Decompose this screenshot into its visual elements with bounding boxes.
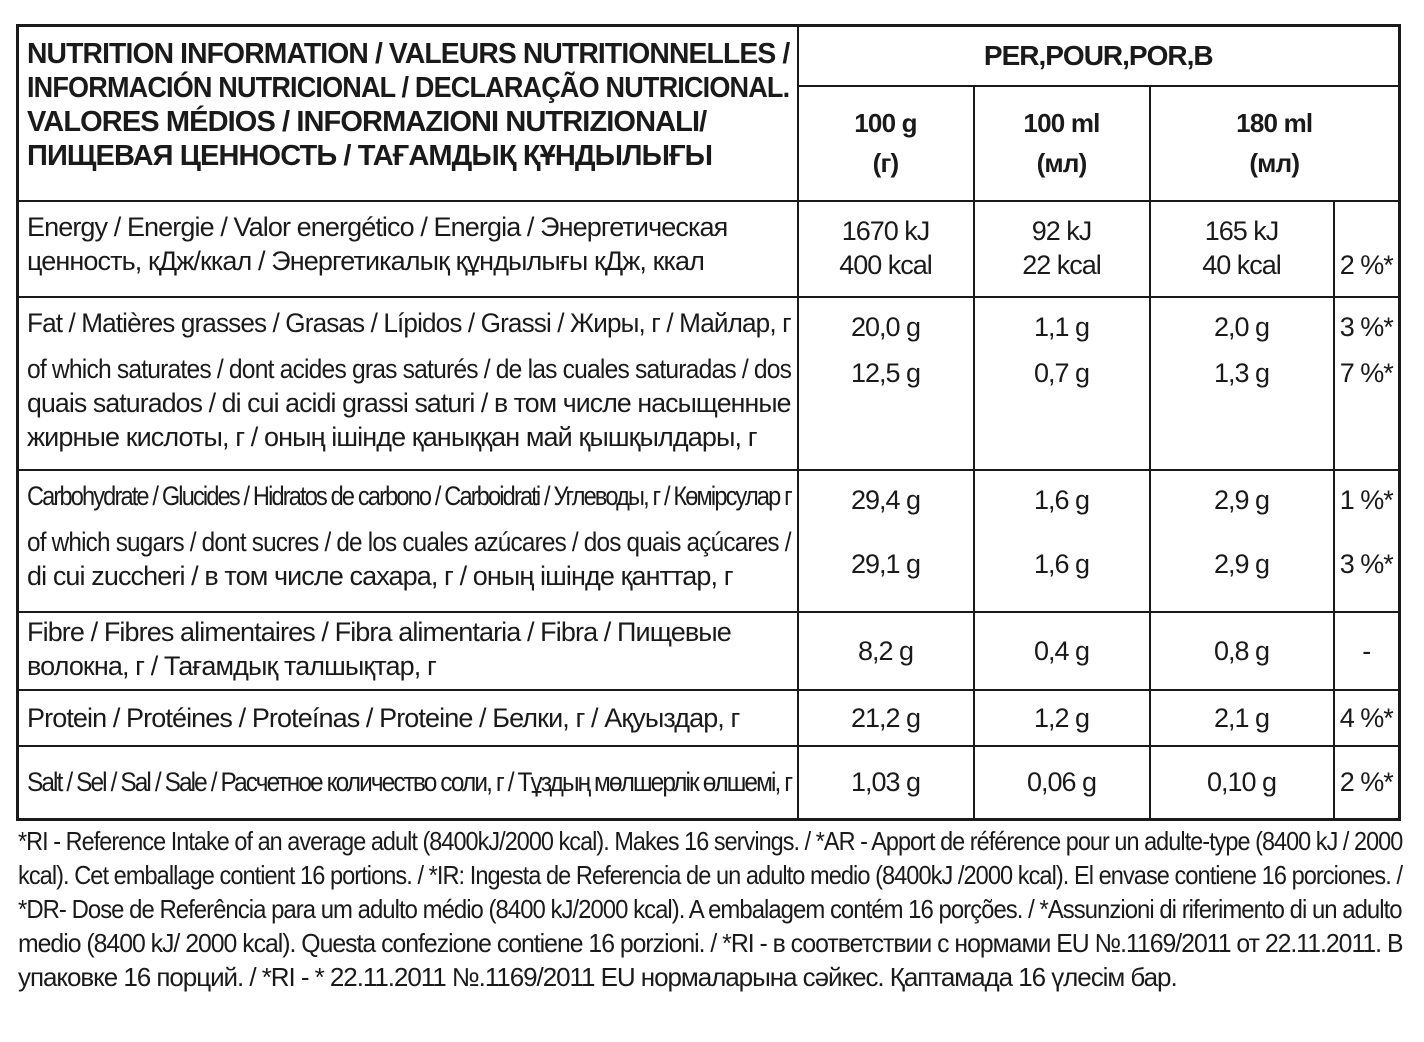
value-line: 1,6 g	[1033, 548, 1090, 579]
row-label	[18, 612, 798, 690]
table-row-fibre	[18, 612, 1400, 690]
value-180ml	[1150, 297, 1334, 470]
value-100ml	[974, 201, 1150, 297]
value-line: 1,6 g	[1033, 484, 1090, 515]
table-row-energy	[18, 201, 1400, 297]
row-label	[18, 201, 798, 297]
value-line: 7 %*	[1339, 357, 1393, 388]
label-line: di cui zuccheri / в том числе сахара, г / оның ішінде қанттар, г	[27, 560, 733, 591]
value-ri: -	[1334, 612, 1400, 690]
value-line: 2,9 g	[1213, 548, 1270, 579]
label-line: волокна, г / Тағамдық талшықтар, г	[27, 650, 436, 681]
value-180ml: 2,1 g	[1150, 690, 1334, 746]
value-100g: 21,2 g	[798, 690, 974, 746]
label-line: quais saturados / di cui acidi grassi saturi / в том числе насыщенные	[27, 387, 791, 418]
value-180ml	[1150, 470, 1334, 612]
per-label: PER,POUR,POR,B	[798, 26, 1400, 86]
value-100ml	[974, 297, 1150, 470]
value-180ml	[1150, 201, 1334, 297]
column-header-100g	[798, 86, 974, 201]
label-line: Carbohydrate / Glucides / Hidratos de carbono / Carboidrati / Углеводы, г / Көмірсулар г	[27, 480, 791, 511]
column-header-180ml	[1150, 86, 1400, 201]
footnote-line: *DR- Dose de Referência para um adulto médio (8400 kJ/2000 kcal). A embalagem contém 16 porções. / *Assunzioni di riferimento di un adulto	[18, 894, 1402, 924]
value-line: 3 %*	[1339, 548, 1393, 579]
title-line: ПИЩЕВАЯ ЦЕННОСТЬ / ТАҒАМДЫҚ ҚҰНДЫЛЫҒЫ	[27, 140, 713, 172]
value-100ml: 0,06 g	[974, 746, 1150, 820]
column-unit: (мл)	[1249, 148, 1300, 178]
column-header-100ml	[974, 86, 1150, 201]
value-100g	[798, 297, 974, 470]
value-100ml: 0,4 g	[974, 612, 1150, 690]
footnote-line: medio (8400 kJ/ 2000 kcal). Questa confezione contiene 16 porzioni. / *RI - в соответствии с нормами EU №.1169/2011 от 22.11.2011. В	[18, 928, 1403, 958]
value-100g: 8,2 g	[798, 612, 974, 690]
value-line: 1 %*	[1339, 484, 1393, 515]
row-label	[18, 470, 798, 612]
row-label	[18, 746, 798, 820]
column-unit: (г)	[872, 148, 899, 178]
table-title	[18, 26, 798, 201]
column-unit: (мл)	[1036, 148, 1087, 178]
footnote	[18, 824, 1402, 994]
label-line: Salt / Sel / Sal / Sale / Расчетное количество соли, г / Тұздың мөлшерлік өлшемі, г	[27, 767, 792, 798]
value-line: 40 kcal	[1202, 249, 1281, 280]
value-line: 3 %*	[1339, 311, 1393, 342]
table-row-carbohydrate	[18, 470, 1400, 612]
value-line: 400 kcal	[839, 249, 932, 280]
footnote-line: упаковке 16 порций. / *RI - * 22.11.2011 №.1169/2011 EU нормаларына сәйкес. Қаптамада 16 үлесім бар.	[18, 962, 1177, 992]
value-ri: 2 %*	[1334, 746, 1400, 820]
table-row-protein	[18, 690, 1400, 746]
value-line: 22 kcal	[1022, 249, 1101, 280]
value-line: 20,0 g	[850, 311, 921, 342]
value-line: 29,1 g	[850, 548, 921, 579]
value-line: 1670 kJ	[841, 215, 930, 246]
value-line: 165 kJ	[1204, 215, 1279, 246]
nutrition-table	[16, 24, 1401, 821]
value-180ml: 0,8 g	[1150, 612, 1334, 690]
row-label	[18, 690, 798, 746]
value-ri: 4 %*	[1334, 690, 1400, 746]
title-line: VALORES MÉDIOS / INFORMAZIONI NUTRIZIONALI/	[27, 106, 707, 138]
value-line: 1,1 g	[1033, 311, 1090, 342]
table-row-fat	[18, 297, 1400, 470]
value-ri	[1334, 297, 1400, 470]
column-amount: 180 ml	[1236, 108, 1313, 138]
value-ri	[1334, 201, 1400, 297]
label-line: Fibre / Fibres alimentaires / Fibra alimentaria / Fibra / Пищевые	[27, 616, 731, 647]
footnote-line: *RI - Reference Intake of an average adult (8400kJ/2000 kcal). Makes 16 servings. / *AR - Apport de référence pour un adulte-type (8400 kJ / 2000	[18, 826, 1403, 856]
value-100g	[798, 470, 974, 612]
label-line: of which saturates / dont acides gras saturés / de las cuales saturadas / dos	[27, 353, 792, 384]
value-ri	[1334, 470, 1400, 612]
value-line: 12,5 g	[850, 357, 921, 388]
row-label	[18, 297, 798, 470]
footnote-line: kcal). Cet emballage contient 16 portions. / *IR: Ingesta de Referencia de un adulto medio (8400kJ /2000 kcal). El envase contiene 16 porciones. /	[18, 860, 1403, 890]
label-line: Protein / Protéines / Proteínas / Proteine / Белки, г / Ақуыздар, г	[27, 702, 740, 733]
column-amount: 100 ml	[1023, 108, 1100, 138]
value-line: 92 kJ	[1031, 215, 1092, 246]
value-100ml: 1,2 g	[974, 690, 1150, 746]
title-line: INFORMACIÓN NUTRICIONAL / DECLARAÇÃO NUTRICIONAL.	[27, 72, 790, 104]
label-line: of which sugars / dont sucres / de los cuales azúcares / dos quais açúcares /	[27, 526, 791, 557]
label-line: ценность, кДж/ккал / Энергетикалық құндылығы кДж, ккал	[27, 245, 705, 276]
value-line: 2 %*	[1339, 249, 1393, 280]
column-amount: 100 g	[854, 108, 917, 138]
label-line: Energy / Energie / Valor energético / Energia / Энергетическая	[27, 211, 728, 242]
value-100g	[798, 201, 974, 297]
label-line: Fat / Matières grasses / Grasas / Lípidos / Grassi / Жиры, г / Майлар, г	[27, 307, 791, 338]
label-line: жирные кислоты, г / оның ішінде қаныққан май қышқылдары, г	[27, 421, 757, 452]
title-line: NUTRITION INFORMATION / VALEURS NUTRITIONNELLES /	[27, 38, 790, 70]
value-line: 0,7 g	[1033, 357, 1090, 388]
value-line: 29,4 g	[850, 484, 921, 515]
table-row-salt	[18, 746, 1400, 820]
value-line: 2,0 g	[1213, 311, 1270, 342]
value-100ml	[974, 470, 1150, 612]
value-180ml: 0,10 g	[1150, 746, 1334, 820]
value-line: 1,3 g	[1213, 357, 1270, 388]
value-line: 2,9 g	[1213, 484, 1270, 515]
value-100g: 1,03 g	[798, 746, 974, 820]
